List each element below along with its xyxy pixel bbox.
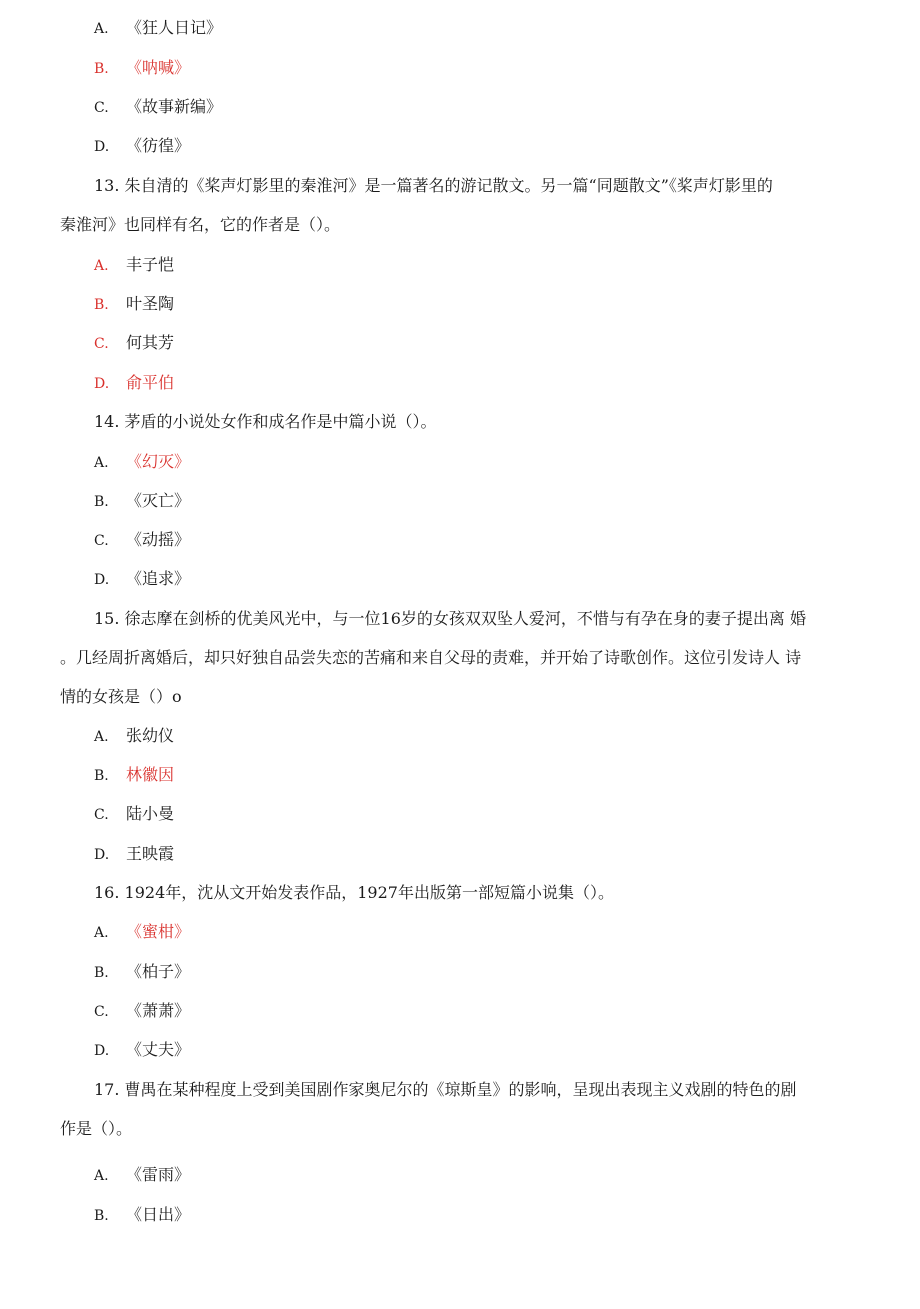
- question-17-text-cont: 作是（）。: [60, 1119, 133, 1138]
- option-a: A. 《狂人日记》: [94, 18, 223, 37]
- q14-option-a-answer: A. 《幻灭》: [94, 452, 191, 471]
- q13-option-c: C. 何其芳: [94, 333, 175, 352]
- question-16-text: 16. 1924年，沈从文开始发表作品，1927年出版第一部短篇小说集（）。: [94, 883, 614, 902]
- question-13-text: 13. 朱自清的《桨声灯影里的秦淮河》是一篇著名的游记散文。另一篇“同题散文”《桨声灯影里的: [94, 176, 773, 195]
- question-17-text: 17. 曹禺在某种程度上受到美国剧作家奥尼尔的《琼斯皇》的影响，呈现出表现主义戏剧的特色的剧: [94, 1080, 797, 1099]
- q15-option-c: C. 陆小曼: [94, 804, 175, 823]
- option-b-answer: B. 《呐喊》: [94, 58, 191, 77]
- q15-option-b-answer: B. 林徽因: [94, 765, 175, 784]
- question-14-text: 14. 茅盾的小说处女作和成名作是中篇小说（）。: [94, 412, 437, 431]
- option-d: D. 《彷徨》: [94, 136, 191, 155]
- q16-option-a-answer: A. 《蜜柑》: [94, 922, 191, 941]
- q17-option-a: A. 《雷雨》: [94, 1165, 191, 1184]
- q13-option-b: B. 叶圣陶: [94, 294, 175, 313]
- q14-option-c: C. 《动摇》: [94, 530, 191, 549]
- q15-option-d: D. 王映霞: [94, 844, 175, 863]
- question-13-text-cont: 秦淮河》也同样有名，它的作者是（）。: [60, 215, 341, 234]
- question-15-text-cont-1: 。几经周折离婚后，却只好独自品尝失恋的苦痛和来自父母的责难，并开始了诗歌创作。这位引发诗人 诗: [60, 648, 802, 667]
- question-15-text-cont-2: 情的女孩是（）o: [60, 687, 182, 706]
- q16-option-b: B. 《柏子》: [94, 962, 191, 981]
- option-c: C. 《故事新编》: [94, 97, 223, 116]
- q16-option-d: D. 《丈夫》: [94, 1040, 191, 1059]
- q17-option-b: B. 《日出》: [94, 1205, 191, 1224]
- q16-option-c: C. 《萧萧》: [94, 1001, 191, 1020]
- q14-option-b: B. 《灭亡》: [94, 491, 191, 510]
- q14-option-d: D. 《追求》: [94, 569, 191, 588]
- q13-option-a: A. 丰子恺: [94, 255, 175, 274]
- q15-option-a: A. 张幼仪: [94, 726, 175, 745]
- q13-option-d-answer: D. 俞平伯: [94, 373, 175, 392]
- question-15-text: 15. 徐志摩在剑桥的优美风光中，与一位16岁的女孩双双坠人爱河，不惜与有孕在身的妻子提出离 婚: [94, 609, 806, 628]
